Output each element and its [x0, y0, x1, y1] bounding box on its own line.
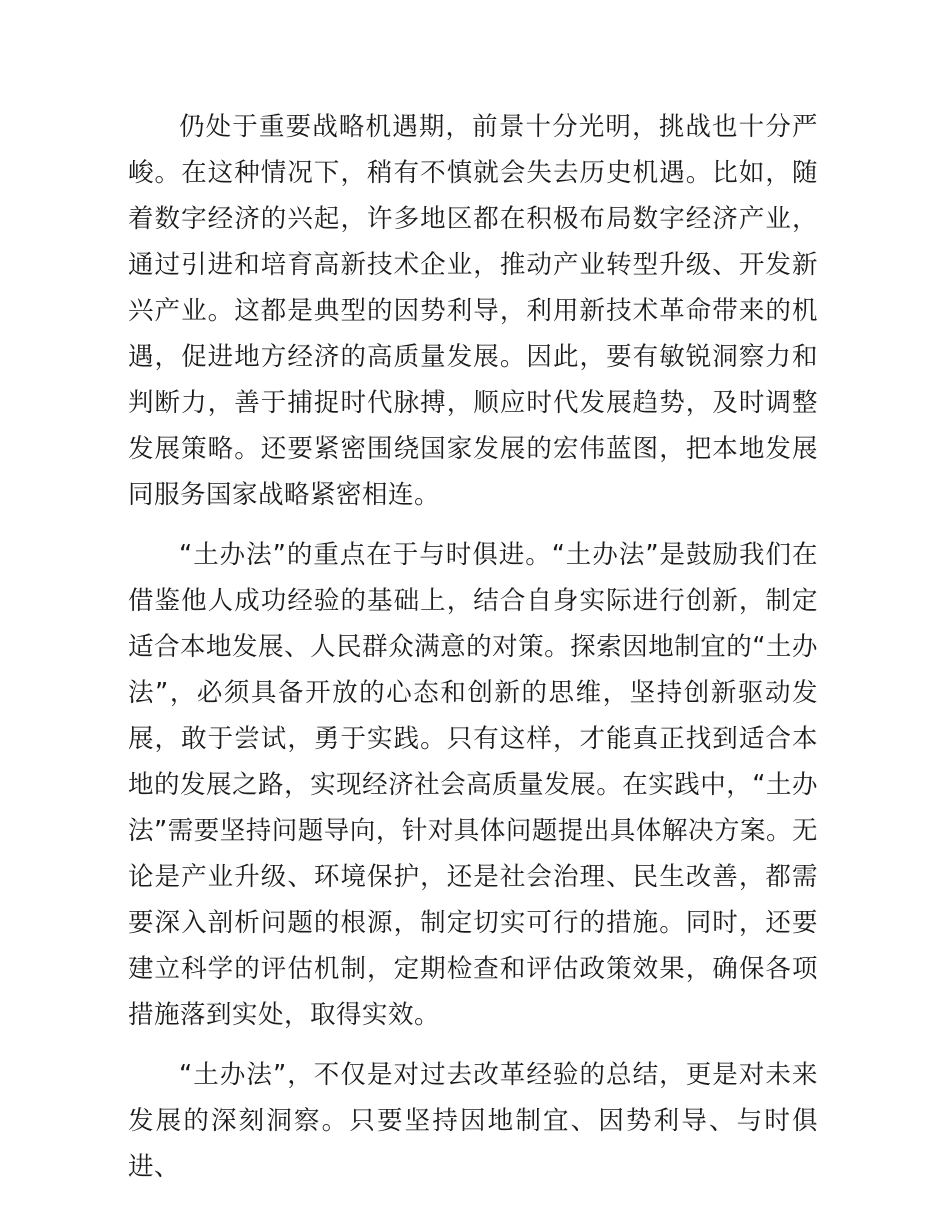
paragraph: “土办法”的重点在于与时俱进。“土办法”是鼓励我们在借鉴他人成功经验的基础上，结合自身实际进行创新，制定适合本地发展、人民群众满意的对策。探索因地制宜的“土办法”，必须具备开放的心态和创新的思维，坚持创新驱动发展，敢于尝试，勇于实践。只有这样，才能真正找到适合本地的发展之路，实现经济社会高质量发展。在实践中，“土办法”需要坚持问题导向，针对具体问题提出具体解决方案。无论是产业升级、环境保护，还是社会治理、民生改善，都需要深入剖析问题的根源，制定切实可行的措施。同时，还要建立科学的评估机制，定期检查和评估政策效果，确保各项措施落到实处，取得实效。: [128, 540, 818, 1030]
paragraph: 仍处于重要战略机遇期，前景十分光明，挑战也十分严峻。在这种情况下，稍有不慎就会失去历史机遇。比如，随着数字经济的兴起，许多地区都在积极布局数字经济产业，通过引进和培育高新技术企业，推动产业转型升级、开发新兴产业。这都是典型的因势利导，利用新技术革命带来的机遇，促进地方经济的高质量发展。因此，要有敏锐洞察力和判断力，善于捕捉时代脉搏，顺应时代发展趋势，及时调整发展策略。还要紧密围绕国家发展的宏伟蓝图，把本地发展同服务国家战略紧密相连。: [128, 112, 818, 510]
document-body: [128, 104, 818, 1190]
paragraph: “土办法”，不仅是对过去改革经验的总结，更是对未来发展的深刻洞察。只要坚持因地制宜、因势利导、与时俱进、: [128, 1060, 818, 1182]
